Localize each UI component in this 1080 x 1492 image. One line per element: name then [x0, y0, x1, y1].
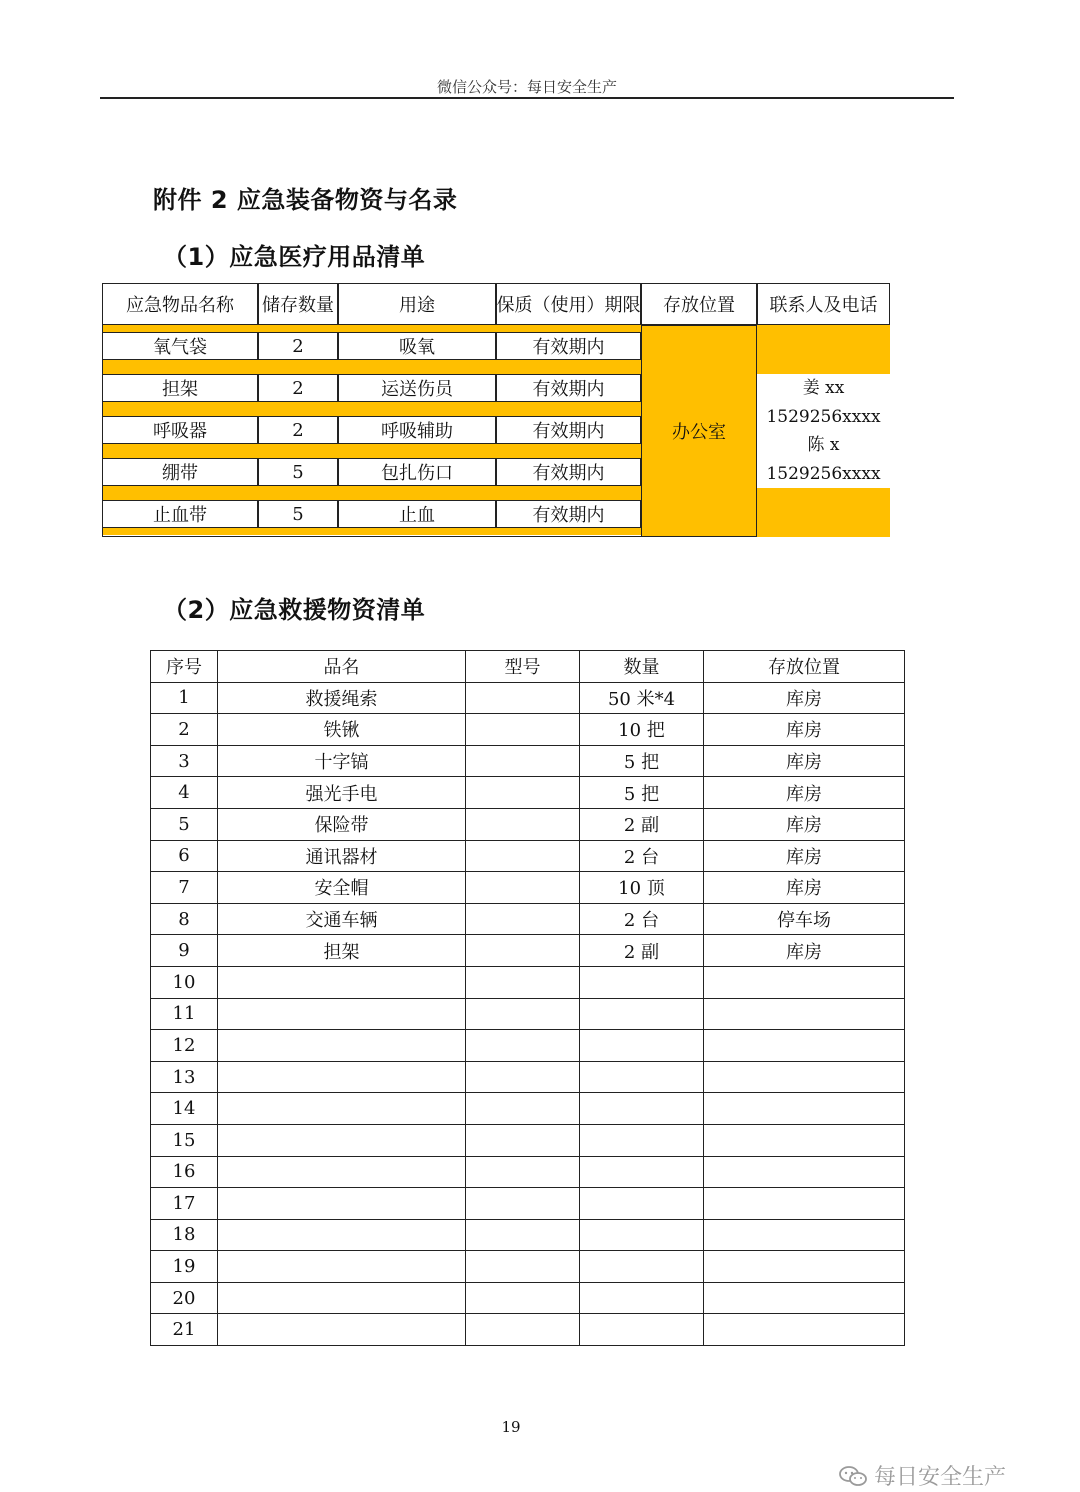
- table-cell: [704, 1093, 905, 1125]
- table-cell: 2: [151, 714, 218, 746]
- table-row: [151, 1282, 905, 1314]
- table-cell: 呼吸器: [102, 416, 258, 444]
- table-row: [151, 872, 905, 904]
- table-cell: 2 副: [580, 808, 704, 840]
- table-cell: 绷带: [102, 458, 258, 486]
- column-header: 数量: [580, 651, 704, 683]
- table-cell: 库房: [704, 840, 905, 872]
- table-row: [151, 1314, 905, 1346]
- table-cell: 4: [151, 777, 218, 809]
- document-title: 附件 2 应急装备物资与名录: [153, 186, 458, 214]
- table-row: [151, 1124, 905, 1156]
- rescue-supplies-table: [150, 650, 905, 1346]
- table-cell: [218, 1093, 466, 1125]
- column-header: 存放位置: [704, 651, 905, 683]
- table-cell: 2 台: [580, 840, 704, 872]
- table-cell: 2: [258, 416, 338, 444]
- table-cell: 救援绳索: [218, 682, 466, 714]
- table-header-row: [151, 651, 905, 683]
- column-header: 应急物品名称: [102, 283, 258, 325]
- table-cell: [466, 935, 580, 967]
- header-rule: [100, 97, 954, 99]
- table-cell: 库房: [704, 745, 905, 777]
- table-cell: [466, 840, 580, 872]
- table-cell: [218, 1124, 466, 1156]
- table-cell: [218, 1030, 466, 1062]
- table-cell: 19: [151, 1251, 218, 1283]
- table-row: [151, 998, 905, 1030]
- table-cell: 12: [151, 1030, 218, 1062]
- table-row: [151, 1251, 905, 1283]
- table-cell: 5: [258, 500, 338, 528]
- table-cell: 交通车辆: [218, 903, 466, 935]
- table-cell: [704, 1219, 905, 1251]
- table-row: [151, 808, 905, 840]
- table-cell: 10 顶: [580, 872, 704, 904]
- table-cell: 铁锹: [218, 714, 466, 746]
- table-row: [151, 777, 905, 809]
- table-cell: 包扎伤口: [338, 458, 496, 486]
- table-cell: [466, 808, 580, 840]
- table-cell: 2 副: [580, 935, 704, 967]
- table-cell: [580, 1219, 704, 1251]
- column-header: 保质（使用）期限: [496, 283, 641, 325]
- table-cell: [704, 1061, 905, 1093]
- table-cell: [704, 1030, 905, 1062]
- column-header: 型号: [466, 651, 580, 683]
- table-cell: 库房: [704, 808, 905, 840]
- table-cell: 有效期内: [496, 332, 641, 360]
- wechat-icon: [838, 1465, 868, 1487]
- table-cell: 20: [151, 1282, 218, 1314]
- table-cell: 5: [151, 808, 218, 840]
- table-row: [151, 1061, 905, 1093]
- table-cell: [218, 1314, 466, 1346]
- table-cell: [466, 1219, 580, 1251]
- table-cell: [580, 1314, 704, 1346]
- table-cell: 有效期内: [496, 374, 641, 402]
- table-row: [151, 840, 905, 872]
- table-row: [151, 1030, 905, 1062]
- table-cell: 9: [151, 935, 218, 967]
- table-cell: 5: [258, 458, 338, 486]
- table-cell: [580, 1093, 704, 1125]
- table-row: [151, 903, 905, 935]
- table-cell: [466, 745, 580, 777]
- table-cell: [218, 1061, 466, 1093]
- contact-cell: [757, 374, 890, 488]
- table-cell: [218, 1282, 466, 1314]
- table-cell: [704, 966, 905, 998]
- table-cell: 21: [151, 1314, 218, 1346]
- table-cell: 有效期内: [496, 500, 641, 528]
- table-row: [151, 1156, 905, 1188]
- table-cell: 17: [151, 1188, 218, 1220]
- table-cell: [466, 966, 580, 998]
- table-cell: 库房: [704, 872, 905, 904]
- table-cell: 担架: [218, 935, 466, 967]
- table-cell: 止血: [338, 500, 496, 528]
- table-row: [151, 682, 905, 714]
- contact-top-fill: [757, 325, 890, 374]
- table-cell: [580, 1282, 704, 1314]
- table-cell: [218, 998, 466, 1030]
- table-cell: 通讯器材: [218, 840, 466, 872]
- table-cell: 1: [151, 682, 218, 714]
- table-cell: [580, 1188, 704, 1220]
- table-cell: 7: [151, 872, 218, 904]
- column-header: 储存数量: [258, 283, 338, 325]
- table-cell: 止血带: [102, 500, 258, 528]
- table-cell: 6: [151, 840, 218, 872]
- table-cell: 14: [151, 1093, 218, 1125]
- table-cell: [466, 998, 580, 1030]
- column-header: 用途: [338, 283, 496, 325]
- table-cell: [466, 903, 580, 935]
- table-cell: [704, 1251, 905, 1283]
- table-cell: [704, 998, 905, 1030]
- table-row: [151, 966, 905, 998]
- table-cell: [466, 682, 580, 714]
- table-cell: 11: [151, 998, 218, 1030]
- table-cell: 18: [151, 1219, 218, 1251]
- table-cell: [580, 1061, 704, 1093]
- table-cell: 十字镐: [218, 745, 466, 777]
- table-cell: [466, 1282, 580, 1314]
- table-row: [151, 935, 905, 967]
- table-cell: 15: [151, 1124, 218, 1156]
- table-cell: 吸氧: [338, 332, 496, 360]
- table-cell: 库房: [704, 682, 905, 714]
- contact-line: 1529256xxxx: [766, 406, 881, 427]
- table-cell: [218, 966, 466, 998]
- contact-line: 姜 xx: [802, 378, 845, 398]
- page-number: 19: [501, 1418, 521, 1436]
- table-cell: [466, 714, 580, 746]
- watermark: [838, 1460, 1006, 1491]
- table-cell: [704, 1156, 905, 1188]
- table-row: [151, 1093, 905, 1125]
- table-cell: 3: [151, 745, 218, 777]
- table-cell: 16: [151, 1156, 218, 1188]
- table-row: [151, 1188, 905, 1220]
- medical-supplies-table: [102, 283, 890, 537]
- column-header: 序号: [151, 651, 218, 683]
- table-cell: [580, 1030, 704, 1062]
- watermark-text: 每日安全生产: [874, 1465, 1007, 1490]
- table-cell: [580, 1156, 704, 1188]
- table-cell: [466, 1188, 580, 1220]
- table-cell: [466, 1061, 580, 1093]
- table-cell: [580, 1124, 704, 1156]
- section-1-title: （1）应急医疗用品清单: [163, 243, 426, 271]
- table-cell: [218, 1219, 466, 1251]
- table-cell: 库房: [704, 935, 905, 967]
- table-cell: [466, 1093, 580, 1125]
- table-cell: 2: [258, 332, 338, 360]
- table-cell: [704, 1188, 905, 1220]
- table-cell: 50 米*4: [580, 682, 704, 714]
- table-cell: [580, 966, 704, 998]
- table-row: [151, 714, 905, 746]
- column-header: 品名: [218, 651, 466, 683]
- table-cell: 2 台: [580, 903, 704, 935]
- storage-location-cell: 办公室: [641, 325, 757, 537]
- table-cell: [466, 1251, 580, 1283]
- table-cell: 安全帽: [218, 872, 466, 904]
- page-header: 微信公众号：每日安全生产: [436, 78, 617, 96]
- table-cell: 8: [151, 903, 218, 935]
- table-cell: 强光手电: [218, 777, 466, 809]
- column-header: 存放位置: [641, 283, 757, 325]
- table-cell: [466, 1314, 580, 1346]
- table-cell: 运送伤员: [338, 374, 496, 402]
- table-cell: 5 把: [580, 745, 704, 777]
- table-cell: [466, 1124, 580, 1156]
- table-cell: 呼吸辅助: [338, 416, 496, 444]
- table-cell: [218, 1188, 466, 1220]
- table-row: [151, 1219, 905, 1251]
- column-header: 联系人及电话: [757, 283, 890, 325]
- table-cell: [218, 1251, 466, 1283]
- table-cell: 停车场: [704, 903, 905, 935]
- table-cell: 2: [258, 374, 338, 402]
- table-cell: 10 把: [580, 714, 704, 746]
- table-cell: [466, 1030, 580, 1062]
- table-cell: [466, 1156, 580, 1188]
- table-cell: [218, 1156, 466, 1188]
- table-cell: 10: [151, 966, 218, 998]
- contact-line: 1529256xxxx: [766, 463, 881, 484]
- table-cell: 库房: [704, 777, 905, 809]
- section-2-title: （2）应急救援物资清单: [163, 596, 426, 624]
- table-cell: 担架: [102, 374, 258, 402]
- contact-line: 陈 x: [807, 435, 840, 455]
- table-cell: 保险带: [218, 808, 466, 840]
- table-cell: 氧气袋: [102, 332, 258, 360]
- table-cell: 5 把: [580, 777, 704, 809]
- table-cell: [580, 1251, 704, 1283]
- table-cell: [466, 872, 580, 904]
- table-cell: 有效期内: [496, 458, 641, 486]
- contact-bottom-fill: [757, 488, 890, 537]
- table-cell: [466, 777, 580, 809]
- table-cell: [580, 998, 704, 1030]
- table-cell: [704, 1314, 905, 1346]
- table-row: [151, 745, 905, 777]
- table-cell: 有效期内: [496, 416, 641, 444]
- table-cell: 库房: [704, 714, 905, 746]
- table-cell: 13: [151, 1061, 218, 1093]
- table-cell: [704, 1124, 905, 1156]
- table-cell: [704, 1282, 905, 1314]
